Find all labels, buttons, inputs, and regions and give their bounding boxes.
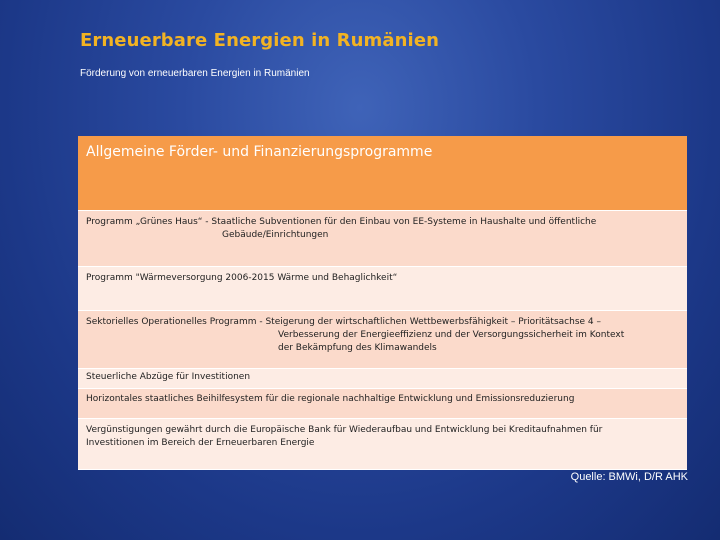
cell-text: der Bekämpfung des Klimawandels	[278, 343, 437, 354]
cell-text: Verbesserung der Energieeffizienz und der Versorgungssicherheit im Kontext	[278, 330, 625, 341]
cell-text: Vergünstigungen gewährt durch die Europäische Bank für Wiederaufbau und Entwicklung bei Kreditaufnahmen für	[86, 425, 603, 436]
cell-text: Investitionen im Bereich der Erneuerbaren Energie	[86, 438, 315, 449]
source-note: Quelle: BMWi, D/R AHK	[570, 471, 688, 483]
table-cell	[78, 419, 687, 470]
cell-text: Steuerliche Abzüge für Investitionen	[86, 372, 251, 382]
table-row	[78, 419, 687, 470]
table-row	[78, 211, 687, 267]
cell-text: Horizontales staatliches Beihilfesystem für die regionale nachhaltige Entwicklung und Emissionsreduzierung	[86, 394, 575, 405]
cell-text: Sektorielles Operationelles Programm - Steigerung der wirtschaftlichen Wettbewerbsfähigkeit – Prioritätsachse 4 –	[86, 317, 601, 327]
table-cell	[78, 389, 687, 419]
table-row	[78, 389, 687, 419]
table-cell	[78, 267, 687, 311]
table-row	[78, 311, 687, 369]
cell-text: Gebäude/Einrichtungen	[222, 230, 329, 241]
cell-text: Programm „Grünes Haus“ - Staatliche Subventionen für den Einbau von EE-Systeme in Haushalte und öffentliche	[86, 217, 597, 227]
slide-subtitle: Förderung von erneuerbaren Energien in Rumänien	[80, 68, 310, 79]
table-cell	[78, 311, 687, 369]
table-row	[78, 369, 687, 389]
table-row	[78, 267, 687, 311]
cell-text: Programm "Wärmeversorgung 2006-2015 Wärme und Behaglichkeit“	[86, 273, 398, 283]
table-cell	[78, 211, 687, 267]
table-header-row	[78, 136, 687, 211]
table-header-cell: Allgemeine Förder- und Finanzierungsprogramme	[78, 136, 687, 211]
programs-table	[78, 136, 687, 470]
slide-title: Erneuerbare Energien in Rumänien	[80, 30, 440, 51]
table-cell	[78, 369, 687, 389]
